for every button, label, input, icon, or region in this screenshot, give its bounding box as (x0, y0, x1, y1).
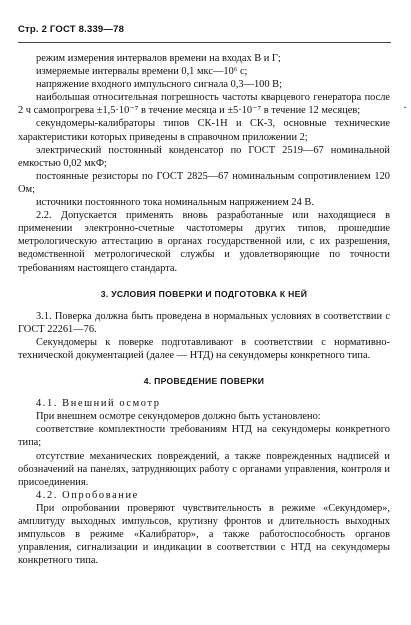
subsection-4-2-title: 4.2. Опробование (36, 489, 139, 501)
subsection-4-1-title: 4.1. Внешний осмотр (36, 398, 161, 410)
paragraph: отсутствие механических повреждений, а также поврежденных надписей и обозначений на панелях, затрудняющих работу с органами управления, контроля и присоединения. (18, 450, 390, 488)
list-item: источники постоянного тока номинальным напряжением 24 В. (36, 197, 314, 209)
header-rule (18, 42, 391, 43)
section-3-heading: 3. УСЛОВИЯ ПОВЕРКИ И ПОДГОТОВКА К НЕЙ (100, 288, 308, 299)
paragraph: Секундомеры к поверке подготавливают в соответствии с нормативно-технической документацией (далее — НТД) на секундомеры конкретного типа. (18, 336, 390, 361)
paragraph-2-2: 2.2. Допускается применять вновь разработанные или находящиеся в применении электронно-счетные частотомеры других типов, прошедшие метрологическую аттестацию в органах государственной или, с их разрешения, ведомственной метрологической службы и удовлетворяющие по точности требованиям настоящего стандарта. (18, 210, 390, 274)
list-item: секундомеры-калибраторы типов СК-1Н и СК-3, основные технические характеристики которых приведены в справочном приложении 2; (18, 118, 390, 143)
paragraph: При внешнем осмотре секундомеров должно быть установлено: (36, 411, 321, 423)
paragraph: соответствие комплектности требованиям НТД на секундомеры конкретного типа; (18, 424, 390, 449)
paragraph: При опробовании проверяют чувствительность в режиме «Секундомер», амплитуду выходных импульсов, крутизну фронтов и длительность выходных импульсов в режиме «Калибратор», а также работоспособность органов управления, сигнализации и индикации в соответствии с НТД на секундомеры конкретного типа. (18, 502, 390, 567)
list-item: постоянные резисторы по ГОСТ 2825—67 номинальным сопротивлением 120 Ом; (18, 170, 390, 195)
section-4-heading: 4. ПРОВЕДЕНИЕ ПОВЕРКИ (143, 376, 265, 387)
paragraph-3-1: 3.1. Поверка должна быть проведена в нормальных условиях в соответствии с ГОСТ 22261—76. (18, 310, 390, 335)
list-item: режим измерения интервалов времени на входах В и Г; (36, 53, 281, 64)
page-header: Стр. 2 ГОСТ 8.339—78 (18, 24, 125, 35)
margin-mark: · (403, 100, 407, 114)
list-item: наибольшая относительная погрешность частоты кварцевого генератора после 2 ч самопрогрева ±1,5·10⁻⁷ в течение месяца и ±5·10⁻⁷ в течение 12 месяцев; (18, 92, 390, 117)
list-item: измеряемые интервалы времени 0,1 мкс—10⁶ с; (36, 66, 248, 78)
document-body (18, 52, 390, 567)
list-item: напряжение входного импульсного сигнала 0,3—100 В; (36, 79, 282, 91)
list-item: электрический постоянный конденсатор по ГОСТ 2519—67 номинальной емкостью 0,02 мкФ; (18, 144, 390, 169)
